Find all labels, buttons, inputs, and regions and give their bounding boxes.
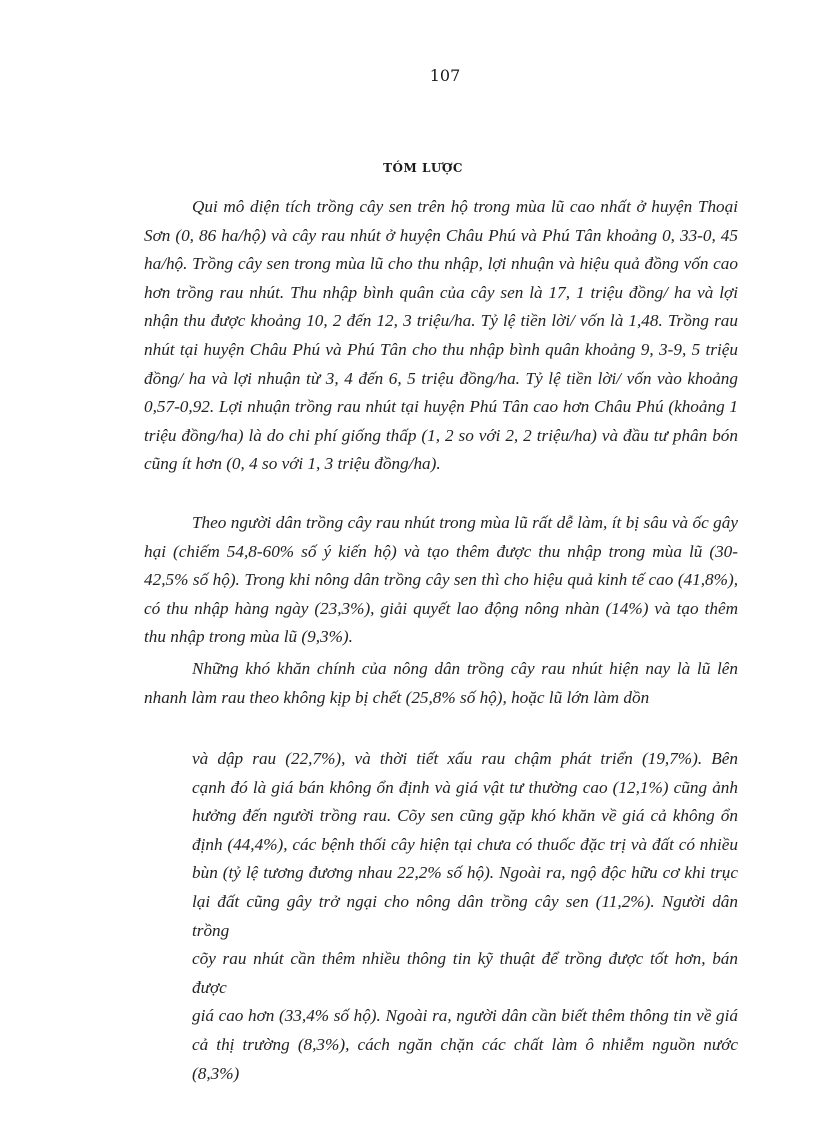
paragraph-4-line: hưởng đến người trồng rau. Cõy sen cũng gặp khó khăn về giá cả không ổn (192, 806, 738, 826)
paragraph-4 (192, 745, 738, 1088)
paragraph-1: Qui mô diện tích trồng cây sen trên hộ trong mùa lũ cao nhất ở huyện Thoại Sơn (0, 86 ha/hộ) và cây rau nhút ở huyện Châu Phú và Phú Tân khoảng 0, 33-0, 45 ha/hộ. Trồng cây sen trong mùa lũ cho thu nhập, lợi nhuận và hiệu quả đồng vốn cao hơn trồng rau nhút. Thu nhập bình quân của cây sen là 17, 1 triệu đồng/ ha và lợi nhận thu được khoảng 10, 2 đến 12, 3 triệu/ha. Tỷ lệ tiền lời/ vốn là 1,48. Trồng rau nhút tại huyện Châu Phú và Phú Tân cho thu nhập bình quân khoảng 9, 3-9, 5 triệu đồng/ ha và lợi nhuận từ 3, 4 đến 6, 5 triệu đồng/ha. Tỷ lệ tiền lời/ vốn vào khoảng 0,57-0,92. Lợi nhuận trồng rau nhút tại huyện Phú Tân cao hơn Châu Phú (khoảng 1 triệu đồng/ha) là do chi phí giống thấp (1, 2 so với 2, 2 triệu/ha) và đầu tư phân bón cũng ít hơn (0, 4 so với 1, 3 triệu đồng/ha). (144, 197, 738, 474)
section-heading: TÓM LƯỢC (383, 161, 463, 175)
paragraph-4-line: định (44,4%), các bệnh thối cây hiện tại chưa có thuốc đặc trị và đất có nhiều (192, 834, 738, 854)
paragraph-3: Những khó khăn chính của nông dân trồng cây rau nhút hiện nay là lũ lên nhanh làm rau theo không kịp bị chết (25,8% số hộ), hoặc lũ lớn làm dồn (144, 659, 738, 707)
paragraph-4-line: giá cao hơn (33,4% số hộ). Ngoài ra, người dân cần biết thêm thông tin về giá (192, 1006, 738, 1026)
paragraph-4-line: bùn (tỷ lệ tương đương nhau 22,2% số hộ). Ngoài ra, ngộ độc hữu cơ khi trục (192, 863, 738, 883)
paragraph-4-line: cả thị trường (8,3%), cách ngăn chặn các chất làm ô nhiễm nguồn nước (8,3%) (192, 1034, 738, 1083)
paragraph-4-line: cõy rau nhút cần thêm nhiều thông tin kỹ thuật để trồng được tốt hơn, bán được (192, 949, 738, 997)
paragraph-4-line: cạnh đó là giá bán không ổn định và giá vật tư thường cao (12,1%) cũng ảnh (192, 777, 738, 797)
paragraph-4-line: và dập rau (22,7%), và thời tiết xấu rau chậm phát triển (19,7%). Bên (192, 749, 738, 768)
paragraph-4-line: lại đất cũng gây trở ngại cho nông dân trồng cây sen (11,2%). Người dân trồng (192, 891, 738, 940)
page-number: 107 (429, 66, 461, 85)
paragraph-2: Theo người dân trồng cây rau nhút trong mùa lũ rất dễ làm, ít bị sâu và ốc gây hại (chiếm 54,8-60% số ý kiến hộ) và tạo thêm được thu nhập trong mùa lũ (30-42,5% số hộ). Trong khi nông dân trồng cây sen thì cho hiệu quả kinh tế cao (41,8%), có thu nhập hàng ngày (23,3%), giải quyết lao động nông nhàn (14%) và tạo thêm thu nhập trong mùa lũ (9,3%). (144, 513, 738, 647)
